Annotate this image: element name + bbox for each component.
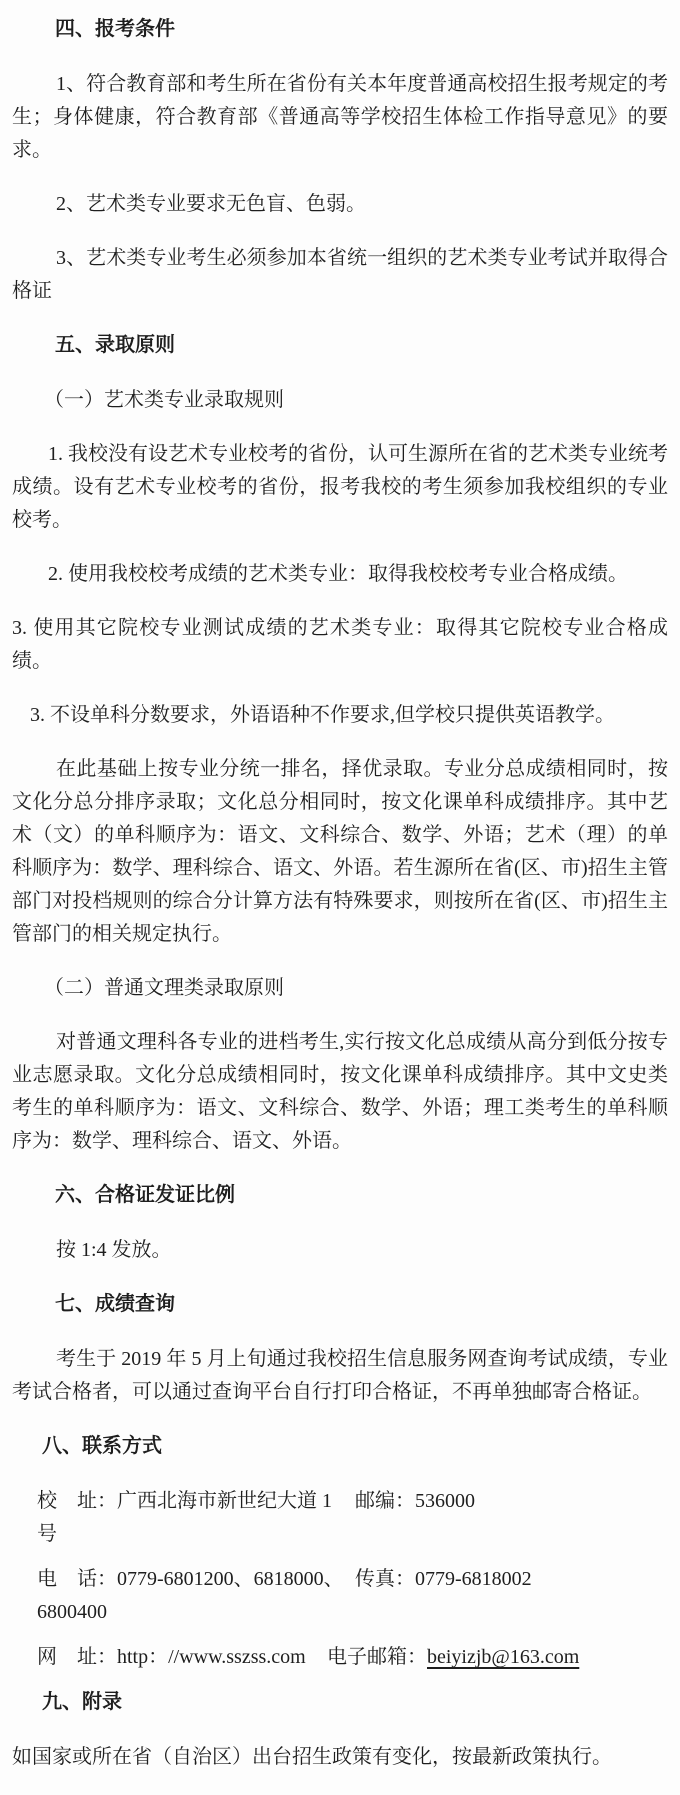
contact-row-address — [37, 1485, 668, 1551]
paragraph-art-rule-3b: 3. 不设单科分数要求，外语语种不作要求,但学校只提供英语教学。 — [30, 704, 615, 726]
contact-phone-cell — [37, 1563, 355, 1629]
paragraph-art-rules-subtitle: （一）艺术类专业录取规则 — [44, 389, 284, 411]
paragraph-certificate-ratio: 按 1:4 发放。 — [56, 1239, 172, 1261]
section-heading-contact-info: 八、联系方式 — [42, 1435, 162, 1457]
contact-address-label: 校 址： — [37, 1490, 117, 1512]
section-heading-score-inquiry: 七、成绩查询 — [55, 1293, 175, 1315]
contact-postcode-cell — [355, 1485, 668, 1551]
section-heading-admission-principles: 五、录取原则 — [55, 334, 175, 356]
paragraph-art-rule-2: 2. 使用我校校考成绩的艺术类专业：取得我校校考专业合格成绩。 — [48, 563, 628, 585]
contact-email-cell — [327, 1641, 668, 1674]
section-heading-application-conditions: 四、报考条件 — [55, 18, 175, 40]
contact-phone-label: 电 话： — [37, 1568, 117, 1590]
contact-row-phone — [37, 1563, 668, 1629]
contact-address-value: 广西北海市新世纪大道 1 号 — [37, 1490, 332, 1545]
email-link[interactable]: beiyizjb@163.com — [427, 1646, 580, 1668]
paragraph-art-rule-3: 3. 使用其它院校专业测试成绩的艺术类专业：取得其它院校专业合格成绩。 — [12, 617, 668, 672]
section-heading-certificate-ratio: 六、合格证发证比例 — [55, 1184, 235, 1206]
contact-postcode-value: 536000 — [415, 1490, 475, 1512]
contact-website-label: 网 址： — [37, 1646, 117, 1668]
contact-postcode-label: 邮编： — [355, 1490, 415, 1512]
paragraph-general-ranking-rules: 对普通文理科各专业的进档考生,实行按文化总成绩从高分到低分按专业志愿录取。文化分总成绩相同时，按文化课单科成绩排序。其中文史类考生的单科顺序为：语文、文科综合、数学、外语；理工类考生的单科顺序为：数学、理科综合、语文、外语。 — [12, 1031, 668, 1152]
contact-phone-value: 0779-6801200、6818000、6800400 — [37, 1568, 344, 1623]
contact-address-cell — [37, 1485, 355, 1551]
contact-row-website — [37, 1641, 668, 1674]
contact-website-cell — [37, 1641, 327, 1674]
section-heading-appendix: 九、附录 — [42, 1691, 122, 1713]
paragraph-general-rules-subtitle: （二）普通文理类录取原则 — [44, 977, 284, 999]
contact-email-label: 电子邮箱： — [327, 1646, 427, 1668]
contact-website-value: http：//www.sszss.com — [117, 1646, 306, 1668]
paragraph-condition-1: 1、符合教育部和考生所在省份有关本年度普通高校招生报考规定的考生；身体健康，符合教育部《普通高等学校招生体检工作指导意见》的要求。 — [12, 73, 668, 161]
paragraph-appendix: 如国家或所在省（自治区）出台招生政策有变化，按最新政策执行。 — [12, 1746, 612, 1768]
paragraph-art-ranking-rules: 在此基础上按专业分统一排名，择优录取。专业分总成绩相同时，按文化分总分排序录取；文化总分相同时，按文化课单科成绩排序。其中艺术（文）的单科顺序为：语文、文科综合、数学、外语；艺术（理）的单科顺序为：数学、理科综合、语文、外语。若生源所在省(区、市)招生主管部门对投档规则的综合分计算方法有特殊要求，则按所在省(区、市)招生主管部门的相关规定执行。 — [12, 758, 668, 945]
paragraph-score-inquiry: 考生于 2019 年 5 月上旬通过我校招生信息服务网查询考试成绩，专业考试合格者，可以通过查询平台自行打印合格证，不再单独邮寄合格证。 — [12, 1348, 668, 1403]
contact-fax-cell — [355, 1563, 668, 1629]
paragraph-art-rule-1: 1. 我校没有设艺术专业校考的省份，认可生源所在省的艺术类专业统考成绩。设有艺术专业校考的省份，报考我校的考生须参加我校组织的专业校考。 — [12, 443, 668, 531]
paragraph-condition-3: 3、艺术类专业考生必须参加本省统一组织的艺术类专业考试并取得合格证 — [12, 247, 668, 302]
paragraph-condition-2: 2、艺术类专业要求无色盲、色弱。 — [56, 193, 366, 215]
contact-fax-value: 0779-6818002 — [415, 1568, 532, 1590]
contact-fax-label: 传真： — [355, 1568, 415, 1590]
